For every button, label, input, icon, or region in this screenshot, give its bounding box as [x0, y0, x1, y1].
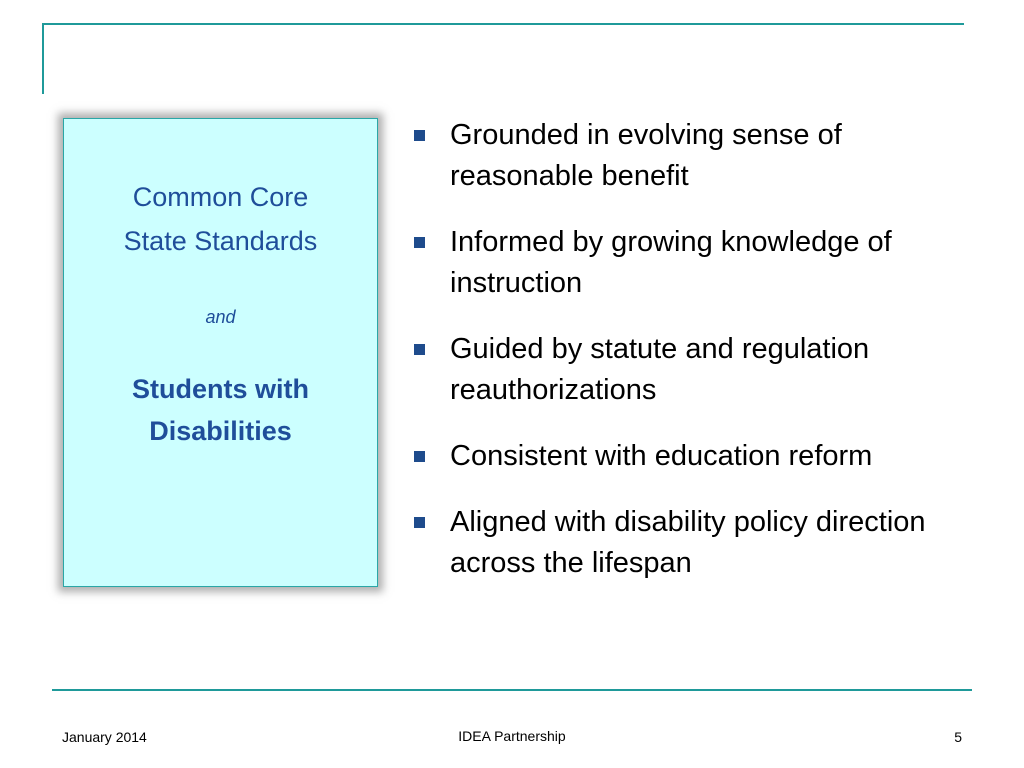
footer-organization: IDEA Partnership — [458, 728, 566, 744]
callout-title-line-1: Common Core — [132, 182, 309, 212]
bullet-text: Consistent with education reform — [450, 440, 873, 472]
callout-title — [64, 175, 377, 263]
callout-title-line-2: State Standards — [123, 226, 318, 256]
callout-subtitle-line-1: Students with — [132, 374, 309, 404]
top-rule — [42, 23, 964, 25]
callout-connector: and — [205, 307, 236, 327]
left-rule — [42, 23, 44, 94]
footer-date: January 2014 — [62, 729, 147, 745]
callout-subtitle-line-2: Disabilities — [149, 416, 292, 446]
footer-rule — [52, 689, 972, 691]
bullet-item — [410, 436, 990, 477]
bullet-item — [410, 329, 990, 411]
bullet-item — [410, 115, 990, 197]
square-bullet-icon — [414, 517, 425, 528]
square-bullet-icon — [414, 451, 425, 462]
bullet-text: Aligned with disability policy direction across the lifespan — [450, 506, 926, 579]
bullet-text: Guided by statute and regulation reauthorizations — [450, 333, 870, 406]
bullet-text: Informed by growing knowledge of instruction — [450, 226, 892, 299]
square-bullet-icon — [414, 130, 425, 141]
bullet-text: Grounded in evolving sense of reasonable benefit — [450, 119, 842, 192]
bullet-item — [410, 502, 990, 584]
bullet-list — [410, 115, 990, 609]
page-number: 5 — [954, 729, 962, 745]
bullet-item — [410, 222, 990, 304]
square-bullet-icon — [414, 237, 425, 248]
callout-subtitle — [64, 368, 377, 452]
title-callout-box — [63, 118, 378, 587]
square-bullet-icon — [414, 344, 425, 355]
